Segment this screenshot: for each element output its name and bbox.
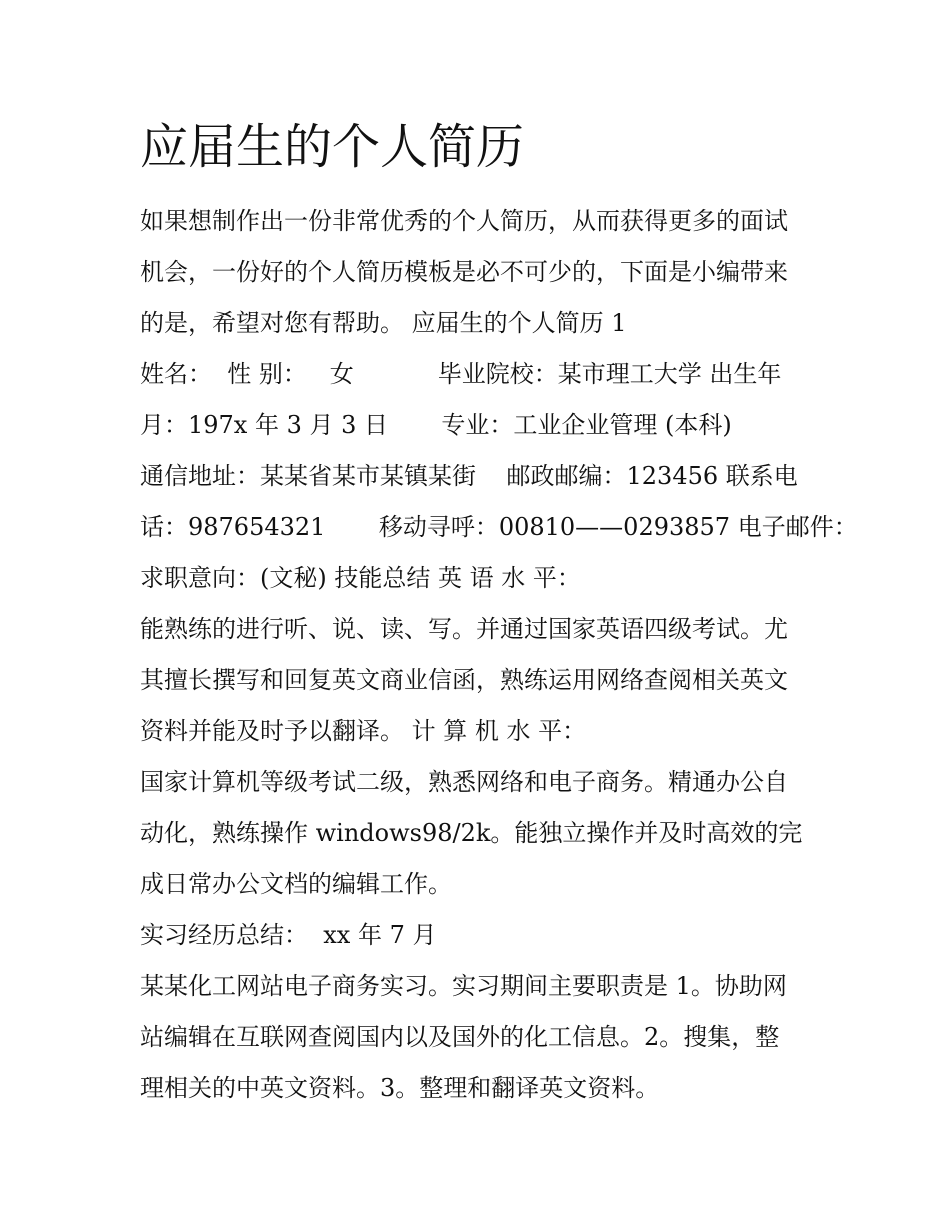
- text-line: 站编辑在互联网查阅国内以及国外的化工信息。2。搜集，整: [140, 1023, 780, 1051]
- text-line: 实习经历总结： xx 年 7 月: [140, 921, 437, 949]
- text-line: 姓名： 性 别： 女 毕业院校：某市理工大学 出生年: [140, 360, 782, 388]
- text-line: 能熟练的进行听、说、读、写。并通过国家英语四级考试。尤: [140, 615, 788, 643]
- text-line: 成日常办公文档的编辑工作。: [140, 870, 452, 898]
- text-line: 其擅长撰写和回复英文商业信函，熟练运用网络查阅相关英文: [140, 666, 788, 694]
- text-line: 如果想制作出一份非常优秀的个人简历，从而获得更多的面试: [140, 207, 788, 235]
- text-line: 的是，希望对您有帮助。 应届生的个人简历 1: [140, 309, 627, 337]
- text-line: 国家计算机等级考试二级，熟悉网络和电子商务。精通办公自: [140, 768, 788, 796]
- text-line: 月：197x 年 3 月 3 日 专业：工业企业管理 (本科): [140, 411, 732, 439]
- text-line: 求职意向：(文秘) 技能总结 英 语 水 平：: [140, 564, 581, 592]
- text-line: 机会，一份好的个人简历模板是必不可少的，下面是小编带来: [140, 258, 788, 286]
- text-line: 动化，熟练操作 windows98/2k。能独立操作并及时高效的完: [140, 819, 803, 847]
- text-line: 理相关的中英文资料。3。整理和翻译英文资料。: [140, 1074, 660, 1102]
- text-line: 资料并能及时予以翻译。 计 算 机 水 平：: [140, 717, 587, 745]
- document-title: 应届生的个人简历: [140, 119, 525, 175]
- text-line: 话：987654321 移动寻呼：00810——0293857 电子邮件：: [140, 513, 858, 541]
- text-line: 某某化工网站电子商务实习。实习期间主要职责是 1。协助网: [140, 972, 787, 1000]
- text-line: 通信地址：某某省某市某镇某街 邮政邮编：123456 联系电: [140, 462, 798, 490]
